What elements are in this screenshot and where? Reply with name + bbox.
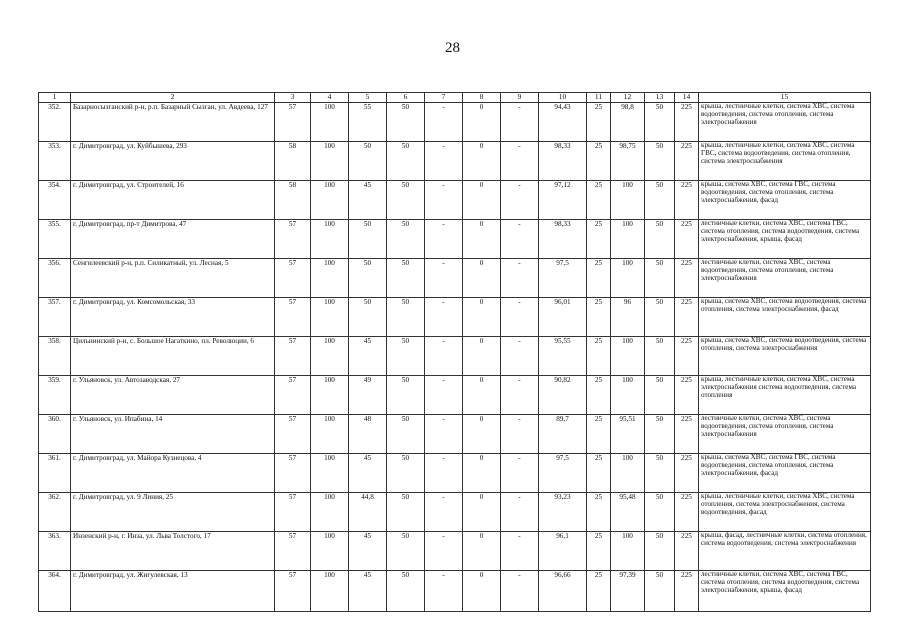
table-cell: 25 <box>587 103 611 142</box>
table-cell: 98,75 <box>611 142 645 181</box>
table-cell: 50 <box>349 298 387 337</box>
table-cell: 57 <box>275 415 311 454</box>
works-cell: крыша, система ХВС, система ГВС, система водоотведения, система отопления, система электроснабжения, фасад <box>699 454 871 493</box>
table-cell: 0 <box>463 142 501 181</box>
table-cell: 50 <box>645 298 675 337</box>
table-cell: 50 <box>387 532 425 571</box>
table-cell: 57 <box>275 571 311 612</box>
table-cell: 100 <box>311 376 349 415</box>
table-cell: 50 <box>349 142 387 181</box>
address-cell: Базарносызганский р-н, р.п. Базарный Сызган, ул. Авдеева, 127 <box>71 103 275 142</box>
column-header: 12 <box>611 93 645 103</box>
table-cell: 25 <box>587 142 611 181</box>
row-number-cell: 352. <box>39 103 71 142</box>
table-cell: 100 <box>311 181 349 220</box>
table-cell: 45 <box>349 532 387 571</box>
table-cell: 96,01 <box>539 298 587 337</box>
works-cell: крыша, система ХВС, система водоотведения, система отопления, система электроснабжения <box>699 337 871 376</box>
table-cell: 50 <box>645 532 675 571</box>
address-cell: г. Димитровград, ул. Комсомольская, 33 <box>71 298 275 337</box>
table-cell: 100 <box>611 337 645 376</box>
table-cell: - <box>425 493 463 532</box>
row-number-cell: 359. <box>39 376 71 415</box>
table-cell: 225 <box>675 298 699 337</box>
works-cell: крыша, лестничные клетки, система ХВС, система отопления, система электроснабжения, система водоотведения, фасад <box>699 493 871 532</box>
address-cell: г. Димитровград, ул. Жигулевская, 13 <box>71 571 275 612</box>
table-cell: 100 <box>611 532 645 571</box>
table-cell: 100 <box>311 142 349 181</box>
table-cell: 25 <box>587 337 611 376</box>
table-row <box>39 493 871 532</box>
address-cell: г. Ульяновск, ул. Автозаводская, 27 <box>71 376 275 415</box>
column-header: 8 <box>463 93 501 103</box>
table-cell: 93,23 <box>539 493 587 532</box>
table-cell: 25 <box>587 571 611 612</box>
table-cell: 95,48 <box>611 493 645 532</box>
table-row <box>39 337 871 376</box>
table-cell: 50 <box>645 220 675 259</box>
table-cell: 98,33 <box>539 142 587 181</box>
table-cell: 50 <box>645 337 675 376</box>
table-cell: 0 <box>463 493 501 532</box>
table-cell: 25 <box>587 532 611 571</box>
table-cell: 0 <box>463 337 501 376</box>
table-cell: - <box>501 532 539 571</box>
table-cell: 50 <box>645 454 675 493</box>
table-cell: - <box>501 493 539 532</box>
table-cell: 100 <box>311 337 349 376</box>
table-cell: - <box>425 259 463 298</box>
table-cell: - <box>425 454 463 493</box>
table-cell: - <box>501 298 539 337</box>
table-cell: 100 <box>611 454 645 493</box>
table-cell: 90,82 <box>539 376 587 415</box>
row-number-cell: 364. <box>39 571 71 612</box>
column-header: 14 <box>675 93 699 103</box>
table-cell: 25 <box>587 298 611 337</box>
address-cell: г. Димитровград, ул. 9 Линия, 25 <box>71 493 275 532</box>
table-cell: - <box>501 337 539 376</box>
table-cell: 50 <box>645 376 675 415</box>
table-cell: 50 <box>387 220 425 259</box>
table-cell: 58 <box>275 142 311 181</box>
table-cell: 100 <box>311 103 349 142</box>
column-header: 15 <box>699 93 871 103</box>
table-cell: - <box>425 142 463 181</box>
table-cell: 94,43 <box>539 103 587 142</box>
table-cell: 50 <box>349 259 387 298</box>
table-cell: 50 <box>645 571 675 612</box>
table-cell: 58 <box>275 181 311 220</box>
table-cell: 57 <box>275 259 311 298</box>
table-cell: - <box>425 532 463 571</box>
table-cell: 45 <box>349 337 387 376</box>
table-cell: - <box>501 376 539 415</box>
table-cell: 25 <box>587 493 611 532</box>
table-cell: 25 <box>587 181 611 220</box>
address-cell: г. Димитровград, пр-т Димитрова, 47 <box>71 220 275 259</box>
table-cell: 97,39 <box>611 571 645 612</box>
table-row <box>39 415 871 454</box>
table-cell: 96,66 <box>539 571 587 612</box>
table-cell: 50 <box>645 103 675 142</box>
table-cell: 225 <box>675 415 699 454</box>
table-cell: 50 <box>387 454 425 493</box>
address-cell: г. Димитровград, ул. Майора Кузнецова, 4 <box>71 454 275 493</box>
table-cell: 95,51 <box>611 415 645 454</box>
table-cell: 45 <box>349 181 387 220</box>
table-cell: 57 <box>275 376 311 415</box>
address-cell: Инзенский р-н, г. Инза, ул. Льва Толстого, 17 <box>71 532 275 571</box>
table-cell: 100 <box>611 181 645 220</box>
works-cell: лестничные клетки, система ХВС, система водоотведения, система отопления, система электроснабжения <box>699 415 871 454</box>
table-cell: 96 <box>611 298 645 337</box>
table-cell: 50 <box>645 493 675 532</box>
row-number-cell: 355. <box>39 220 71 259</box>
table-row <box>39 181 871 220</box>
table-cell: 225 <box>675 571 699 612</box>
table-cell: 0 <box>463 103 501 142</box>
table-cell: 50 <box>387 415 425 454</box>
column-header: 1 <box>39 93 71 103</box>
table-cell: 100 <box>311 493 349 532</box>
table-cell: 44,8 <box>349 493 387 532</box>
table-cell: - <box>425 298 463 337</box>
table-cell: 0 <box>463 181 501 220</box>
table-cell: 0 <box>463 298 501 337</box>
table-cell: 25 <box>587 220 611 259</box>
table-cell: 50 <box>645 181 675 220</box>
table-cell: 57 <box>275 454 311 493</box>
table-cell: 225 <box>675 181 699 220</box>
table-cell: 0 <box>463 259 501 298</box>
table-cell: 225 <box>675 532 699 571</box>
column-header: 11 <box>587 93 611 103</box>
table-row <box>39 376 871 415</box>
table-body <box>39 103 871 612</box>
table-cell: 225 <box>675 259 699 298</box>
table-cell: - <box>425 415 463 454</box>
column-header: 2 <box>71 93 275 103</box>
table-cell: 45 <box>349 571 387 612</box>
page-number: 28 <box>445 40 460 56</box>
table-cell: 50 <box>645 142 675 181</box>
table-cell: - <box>425 220 463 259</box>
table-cell: 50 <box>387 142 425 181</box>
table-cell: 57 <box>275 337 311 376</box>
table-cell: 50 <box>645 259 675 298</box>
address-cell: г. Димитровград, ул. Куйбышева, 293 <box>71 142 275 181</box>
row-number-cell: 358. <box>39 337 71 376</box>
table-cell: - <box>425 571 463 612</box>
table-cell: 100 <box>311 532 349 571</box>
table-cell: 0 <box>463 571 501 612</box>
table-cell: 50 <box>387 259 425 298</box>
registry-table <box>38 92 871 612</box>
address-cell: г. Ульяновск, ул. Ипабина, 14 <box>71 415 275 454</box>
table-cell: 50 <box>645 415 675 454</box>
row-number-cell: 357. <box>39 298 71 337</box>
table-cell: 96,1 <box>539 532 587 571</box>
table-cell: 57 <box>275 298 311 337</box>
column-header: 9 <box>501 93 539 103</box>
table-cell: 100 <box>611 376 645 415</box>
table-cell: 50 <box>387 493 425 532</box>
table-cell: - <box>425 181 463 220</box>
table-cell: 48 <box>349 415 387 454</box>
table-cell: 97,5 <box>539 454 587 493</box>
table-row <box>39 259 871 298</box>
table-cell: - <box>501 103 539 142</box>
table-cell: - <box>425 337 463 376</box>
table-cell: - <box>501 142 539 181</box>
table-cell: 97,12 <box>539 181 587 220</box>
row-number-cell: 363. <box>39 532 71 571</box>
table-cell: 225 <box>675 220 699 259</box>
table-cell: 25 <box>587 376 611 415</box>
table-cell: 225 <box>675 493 699 532</box>
table-cell: - <box>501 571 539 612</box>
table-row <box>39 298 871 337</box>
column-header: 4 <box>311 93 349 103</box>
column-header: 7 <box>425 93 463 103</box>
table-cell: 100 <box>611 220 645 259</box>
table-cell: 100 <box>311 454 349 493</box>
table-cell: - <box>501 415 539 454</box>
row-number-cell: 361. <box>39 454 71 493</box>
table-cell: 97,5 <box>539 259 587 298</box>
table-cell: 57 <box>275 532 311 571</box>
row-number-cell: 353. <box>39 142 71 181</box>
table-cell: 50 <box>387 376 425 415</box>
table-header <box>39 93 871 103</box>
table-cell: 98,8 <box>611 103 645 142</box>
table-cell: 100 <box>311 415 349 454</box>
works-cell: лестничные клетки, система ХВС, система ГВС, система отопления, система водоотведения, система электроснабжения, крыша, фасад <box>699 220 871 259</box>
table-cell: 50 <box>387 571 425 612</box>
table-row <box>39 142 871 181</box>
table-cell: - <box>501 454 539 493</box>
table-cell: 225 <box>675 337 699 376</box>
address-cell: г. Димитровград, ул. Строителей, 16 <box>71 181 275 220</box>
table-cell: 89,7 <box>539 415 587 454</box>
table-cell: 0 <box>463 376 501 415</box>
table-cell: - <box>501 259 539 298</box>
table-cell: 225 <box>675 142 699 181</box>
table-cell: 50 <box>387 298 425 337</box>
table-cell: 25 <box>587 259 611 298</box>
table-cell: 55 <box>349 103 387 142</box>
table-row <box>39 103 871 142</box>
address-cell: Цильнинский р-н, с. Большое Нагаткино, пл. Революции, 6 <box>71 337 275 376</box>
works-cell: крыша, система ХВС, система ГВС, система водоотведения, система отопления, система электроснабжения, фасад <box>699 181 871 220</box>
table-cell: 57 <box>275 220 311 259</box>
table-row <box>39 454 871 493</box>
column-header: 5 <box>349 93 387 103</box>
table-cell: 225 <box>675 376 699 415</box>
table-cell: 57 <box>275 103 311 142</box>
table-row <box>39 532 871 571</box>
works-cell: крыша, лестничные клетки, система ХВС, система водоотведения, система отопления, система электроснабжения <box>699 103 871 142</box>
row-number-cell: 360. <box>39 415 71 454</box>
column-header: 3 <box>275 93 311 103</box>
column-header: 10 <box>539 93 587 103</box>
table-cell: 95,55 <box>539 337 587 376</box>
table-cell: 100 <box>611 259 645 298</box>
table-cell: 50 <box>387 103 425 142</box>
works-cell: крыша, фасад, лестничные клетки, система отопления, система водоотведения, система электроснабжения <box>699 532 871 571</box>
row-number-cell: 362. <box>39 493 71 532</box>
row-number-cell: 356. <box>39 259 71 298</box>
table-row <box>39 571 871 612</box>
column-header: 6 <box>387 93 425 103</box>
table-cell: 45 <box>349 454 387 493</box>
works-cell: лестничные клетки, система ХВС, система водоотведения, система отопления, система электроснабжения <box>699 259 871 298</box>
works-cell: крыша, система ХВС, система водоотведения, система отопления, система электроснабжения, фасад <box>699 298 871 337</box>
table-cell: 50 <box>387 181 425 220</box>
table-cell: 100 <box>311 298 349 337</box>
table-cell: 0 <box>463 415 501 454</box>
table-cell: - <box>501 220 539 259</box>
table-cell: 25 <box>587 415 611 454</box>
table-cell: 25 <box>587 454 611 493</box>
address-cell: Сенгилеевский р-н, р.п. Силикатный, ул. Лесная, 5 <box>71 259 275 298</box>
table-cell: - <box>501 181 539 220</box>
table-cell: 50 <box>349 220 387 259</box>
table-cell: 100 <box>311 259 349 298</box>
table-cell: 225 <box>675 454 699 493</box>
table-cell: 225 <box>675 103 699 142</box>
table-cell: 50 <box>387 337 425 376</box>
row-number-cell: 354. <box>39 181 71 220</box>
table-cell: 0 <box>463 532 501 571</box>
works-cell: крыша, лестничные клетки, система ХВС, система электроснабжения система водоотведения, система отопления <box>699 376 871 415</box>
table-cell: - <box>425 103 463 142</box>
header-row <box>39 93 871 103</box>
table-cell: - <box>425 376 463 415</box>
table-cell: 0 <box>463 454 501 493</box>
works-cell: лестничные клетки, система ХВС, система ГВС, система отопления, система водоотведения, система электроснабжения, крыша, фасад <box>699 571 871 612</box>
table-cell: 98,33 <box>539 220 587 259</box>
column-header: 13 <box>645 93 675 103</box>
table-cell: 49 <box>349 376 387 415</box>
table-cell: 100 <box>311 220 349 259</box>
table-cell: 57 <box>275 493 311 532</box>
table-cell: 0 <box>463 220 501 259</box>
table-row <box>39 220 871 259</box>
works-cell: крыша, лестничные клетки, система ХВС, система ГВС, система водоотведения, система отопления, система электроснабжения <box>699 142 871 181</box>
table-cell: 100 <box>311 571 349 612</box>
